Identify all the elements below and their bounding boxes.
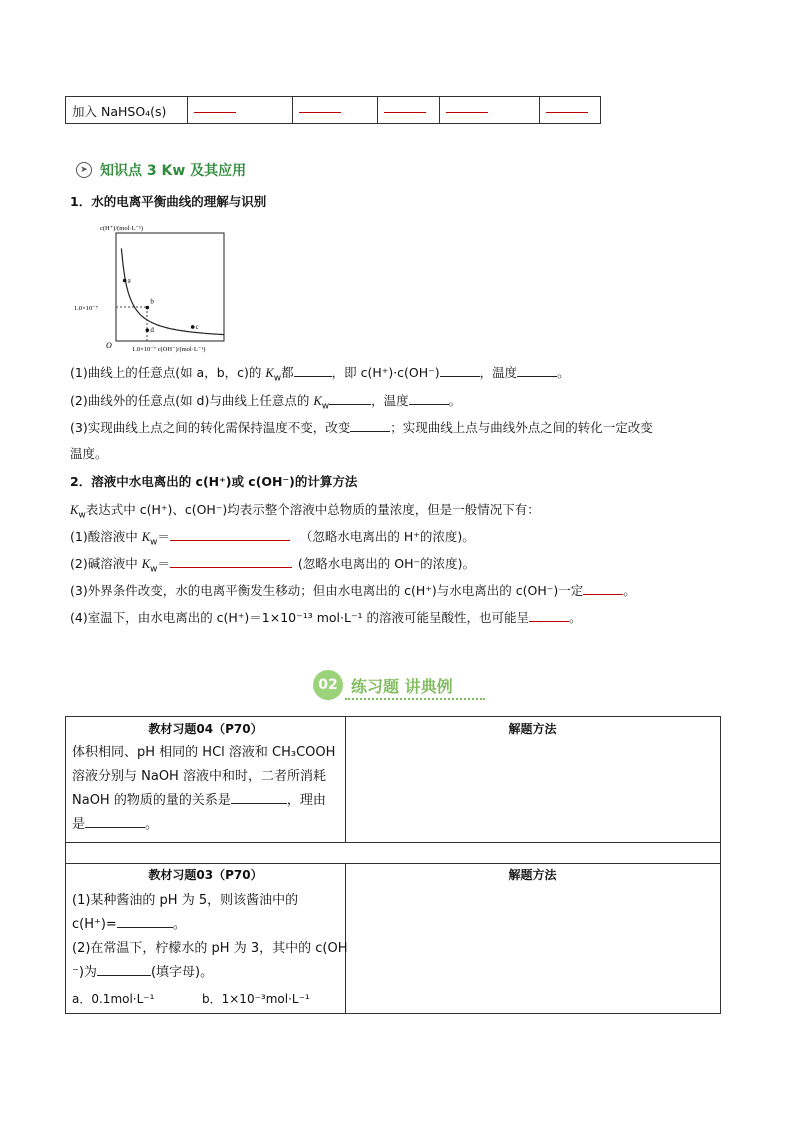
- x-axis-label: 1.0×10⁻⁷ c(OH⁻)/(mol·L⁻¹): [132, 346, 206, 353]
- table-cell: [539, 97, 600, 123]
- exercise1-method-title: 解题方法: [508, 722, 557, 736]
- water-ionization-curve-chart: [70, 218, 240, 358]
- p1-line3: (3)实现曲线上点之间的转化需保持温度不变，改变 ；实现曲线上点与曲线外点之间的转化一定改变: [70, 420, 653, 435]
- answer-blank[interactable]: [446, 100, 488, 113]
- exercise1-line1: 体积相同、pH 相同的 HCl 溶液和 CH₃COOH: [72, 745, 336, 760]
- y-tick-label: 1.0×10⁻⁷: [74, 305, 98, 312]
- top-table-row: [65, 96, 601, 124]
- table-cell: [292, 97, 377, 123]
- section-heading: [76, 160, 246, 180]
- point-label-b: b: [150, 297, 154, 306]
- part1-heading: 1．水的电离平衡曲线的理解与识别: [70, 194, 267, 209]
- ionization-curve: [121, 248, 224, 334]
- table-divider: [66, 842, 720, 843]
- part2-heading: 2．溶液中水电离出的 c(H⁺)或 c(OH⁻)的计算方法: [70, 474, 358, 489]
- answer-blank[interactable]: [546, 100, 588, 113]
- point-label-d: d: [150, 326, 154, 335]
- chart-frame: [116, 233, 224, 341]
- option-a[interactable]: a．0.1mol·L⁻¹: [72, 992, 155, 1006]
- answer-blank[interactable]: [517, 364, 557, 377]
- answer-blank[interactable]: [170, 528, 290, 541]
- part2-q2: (2)碱溶液中 $K_w=$ (忽略水电离出的 OH⁻的浓度)。: [70, 556, 475, 575]
- p1-line2: (2)曲线外的任意点(如 d)与曲线上任意点的 $K_w$ ，温度 。: [70, 393, 462, 412]
- table-cell: [439, 97, 539, 123]
- practice-heading: [313, 670, 453, 700]
- exercise-table: [65, 716, 721, 1014]
- exercise2-method-title: 解题方法: [508, 868, 557, 882]
- answer-blank[interactable]: [440, 364, 480, 377]
- point-label-a: a: [127, 276, 131, 285]
- row-label: 加入 NaHSO₄(s): [72, 104, 167, 119]
- answer-blank[interactable]: [529, 609, 569, 622]
- origin-label: O: [106, 341, 112, 350]
- section-number-badge: 02: [313, 670, 343, 700]
- part2-q3: (3)外界条件改变，水的电离平衡发生移动；但由水电离出的 c(H⁺)与水电离出的 c(OH⁻)一定 。: [70, 583, 636, 598]
- answer-blank[interactable]: [350, 419, 390, 432]
- point-a: [123, 279, 127, 283]
- arrow-circle-icon: ➤: [76, 162, 92, 178]
- answer-blank[interactable]: [194, 100, 236, 113]
- part2-intro: $K_w$表达式中 c(H⁺)、c(OH⁻)均表示整个溶液中总物质的量浓度，但是一般情况下有：: [70, 502, 540, 521]
- y-axis-label: c(H⁺)/(mol·L⁻¹): [100, 225, 144, 232]
- practice-title: 练习题 讲典例: [351, 676, 453, 696]
- exercise1-line4: 是 。: [72, 813, 158, 837]
- point-d: [146, 328, 150, 332]
- exercise1-title: 教材习题04（P70）: [148, 722, 263, 736]
- answer-blank[interactable]: [231, 791, 287, 804]
- table-row-label-cell: [66, 97, 187, 123]
- answer-blank[interactable]: [384, 100, 426, 113]
- point-label-c: c: [195, 322, 199, 331]
- answer-blank[interactable]: [329, 392, 371, 405]
- exercise2-line2: c(H⁺)= 。: [72, 913, 186, 937]
- exercise2-title: 教材习题03（P70）: [148, 868, 263, 882]
- dotted-underline: [345, 698, 485, 700]
- point-b: [146, 306, 150, 310]
- option-b[interactable]: b．1×10⁻³mol·L⁻¹: [202, 992, 310, 1006]
- answer-blank[interactable]: [85, 815, 145, 828]
- answer-blank[interactable]: [409, 392, 449, 405]
- answer-blank[interactable]: [294, 364, 332, 377]
- exercise1-line2: 溶液分别与 NaOH 溶液中和时，二者所消耗: [72, 769, 326, 784]
- table-cell: [187, 97, 292, 123]
- part2-q4: (4)室温下，由水电离出的 c(H⁺)＝1×10⁻¹³ mol·L⁻¹ 的溶液可能呈酸性，也可能呈 。: [70, 610, 582, 625]
- answer-blank[interactable]: [117, 915, 173, 928]
- point-c: [191, 325, 195, 329]
- p1-line1: (1)曲线上的任意点(如 a，b，c)的 $K_w$都 ，即 c(H⁺)·c(OH⁻) ，温度 。: [70, 365, 570, 384]
- answer-blank[interactable]: [583, 582, 623, 595]
- exercise2-line4: ⁻)为 (填字母)。: [72, 961, 213, 985]
- table-cell: [377, 97, 439, 123]
- exercise1-line3: NaOH 的物质的量的关系是 ，理由: [72, 789, 326, 813]
- section-title: 知识点 3 Kw 及其应用: [100, 163, 247, 179]
- answer-blank[interactable]: [97, 963, 151, 976]
- part2-q1: (1)酸溶液中 $K_w=$ （忽略水电离出的 H⁺的浓度)。: [70, 529, 475, 548]
- table-divider: [66, 863, 720, 864]
- exercise2-line1: (1)某种酱油的 pH 为 5，则该酱油中的: [72, 893, 299, 908]
- answer-blank[interactable]: [299, 100, 341, 113]
- exercise2-line3: (2)在常温下，柠檬水的 pH 为 3，其中的 c(OH: [72, 941, 348, 956]
- p1-line3-cont: 温度。: [70, 446, 108, 461]
- answer-blank[interactable]: [170, 555, 292, 568]
